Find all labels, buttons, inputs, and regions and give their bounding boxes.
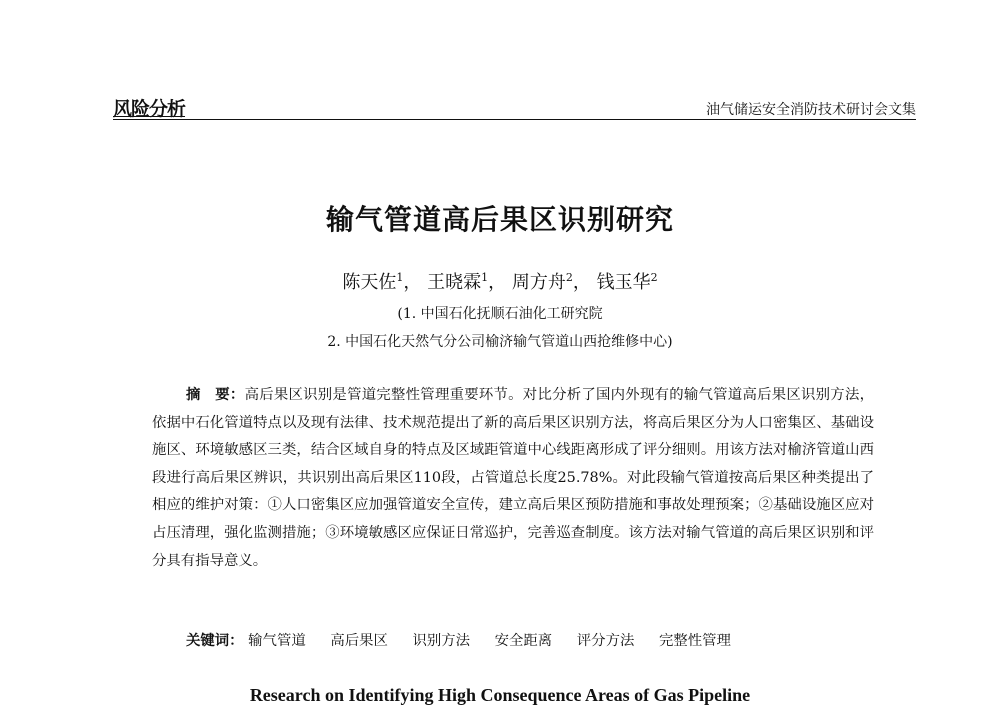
abstract <box>152 382 874 575</box>
keyword: 安全距离 <box>494 633 553 649</box>
keywords <box>186 629 751 650</box>
keyword: 识别方法 <box>412 633 471 649</box>
english-title: Research on Identifying High Consequence Areas of Gas Pipeline <box>249 685 751 705</box>
author-name: 周方舟 <box>511 272 566 293</box>
author-name: 王晓霖 <box>427 272 482 293</box>
publication-name: 油气储运安全消防技术研讨会文集 <box>706 102 916 118</box>
section-label: 风险分析 <box>113 98 186 120</box>
keyword: 评分方法 <box>576 633 635 649</box>
keyword: 高后果区 <box>330 633 388 649</box>
header-rule <box>113 119 916 120</box>
abstract-label: 摘 要： <box>186 387 245 403</box>
abstract-text: 高后果区识别是管道完整性管理重要环节。对比分析了国内外现有的输气管道高后果区识别方法，依据中石化管道特点以及现有法律、技术规范提出了新的高后果区识别方法，将高后果区分为人口密集区、基础设施区、环境敏感区三类，结合区域自身的特点及区域距管道中心线距离形成了评分细则。用该方法对榆济管道山西段进行高后果区辨识，共识别出高后果区110段，占管道总长度25.78%。对此段输气管道按高后果区种类提出了相应的维护对策：①人口密集区应加强管道安全宣传，建立高后果区预防措施和事故处理预案；②基础设施区应对占压清理，强化监测措施；③环境敏感区应保证日常巡护，完善巡查制度。该方法对输气管道的高后果区识别和评分具有指导意义。 <box>152 387 874 569</box>
author-affil-mark: 2 <box>565 271 573 284</box>
author-affil-mark: 1 <box>481 271 489 284</box>
paper-title: 输气管道高后果区识别研究 <box>325 203 674 236</box>
affiliation-1: (1. 中国石化抚顺石油化工研究院 <box>397 306 603 322</box>
author-affil-mark: 2 <box>650 271 658 284</box>
author-separator: ， <box>488 272 507 293</box>
keywords-label: 关键词： <box>186 633 244 649</box>
author-separator: ， <box>403 272 422 293</box>
author-affil-mark: 1 <box>396 271 404 284</box>
affiliation-2: 2. 中国石化天然气分公司榆济输气管道山西抢维修中心) <box>327 334 673 350</box>
keyword: 输气管道 <box>248 633 306 649</box>
author-separator: ， <box>572 272 591 293</box>
author-name: 陈天佐 <box>342 272 397 293</box>
author-name: 钱玉华 <box>596 272 651 293</box>
author-list <box>0 268 1000 294</box>
keyword: 完整性管理 <box>658 633 731 649</box>
